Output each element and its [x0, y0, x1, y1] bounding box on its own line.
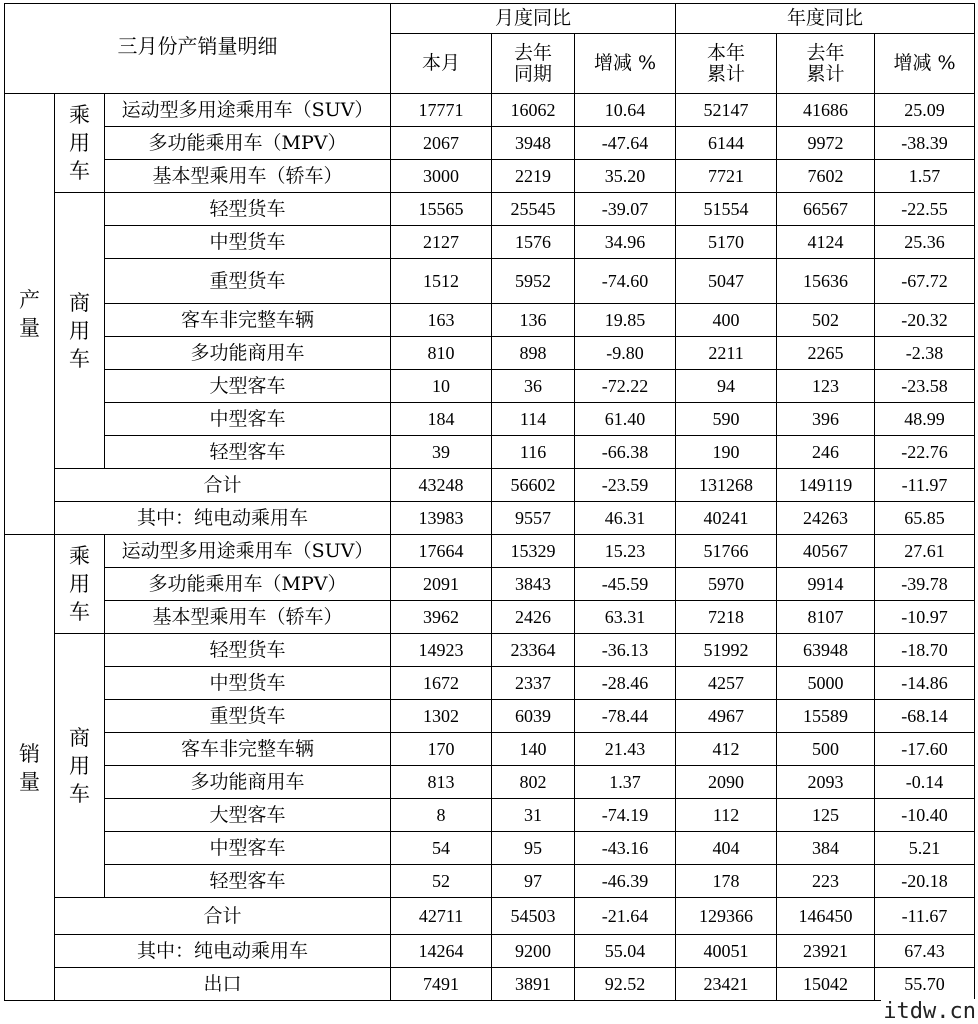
value-cell: 2127 [391, 226, 492, 259]
value-cell: 9200 [492, 935, 575, 968]
value-cell: 25545 [492, 193, 575, 226]
value-cell: 400 [676, 304, 777, 337]
table-row [5, 865, 975, 898]
monthly-group-header: 月度同比 [391, 4, 676, 34]
value-cell: -47.64 [575, 127, 676, 160]
summary-row-label: 其中：纯电动乘用车 [55, 502, 391, 535]
value-cell: 6039 [492, 700, 575, 733]
row-label: 基本型乘用车（轿车） [105, 160, 391, 193]
value-cell: 125 [777, 799, 875, 832]
summary-row [5, 898, 975, 935]
value-cell: 7721 [676, 160, 777, 193]
value-cell: -10.40 [875, 799, 975, 832]
value-cell: 56602 [492, 469, 575, 502]
value-cell: -14.86 [875, 667, 975, 700]
value-cell: 14264 [391, 935, 492, 968]
value-cell: -36.13 [575, 634, 676, 667]
value-cell: -39.07 [575, 193, 676, 226]
value-cell: 802 [492, 766, 575, 799]
row-label: 多功能乘用车（MPV） [105, 127, 391, 160]
value-cell: -46.39 [575, 865, 676, 898]
value-cell: 15636 [777, 259, 875, 304]
row-label: 客车非完整车辆 [105, 304, 391, 337]
row-label: 运动型多用途乘用车（SUV） [105, 94, 391, 127]
value-cell: 112 [676, 799, 777, 832]
table-row [5, 436, 975, 469]
value-cell: 190 [676, 436, 777, 469]
row-label: 中型客车 [105, 832, 391, 865]
value-cell: 246 [777, 436, 875, 469]
value-cell: 5000 [777, 667, 875, 700]
column-header: 本年 累计 [676, 34, 777, 94]
value-cell: 170 [391, 733, 492, 766]
row-label: 客车非完整车辆 [105, 733, 391, 766]
summary-row-label: 合计 [55, 898, 391, 935]
row-label: 大型客车 [105, 370, 391, 403]
value-cell: 55.04 [575, 935, 676, 968]
table-row [5, 799, 975, 832]
row-label: 多功能商用车 [105, 766, 391, 799]
value-cell: 10.64 [575, 94, 676, 127]
table-row [5, 568, 975, 601]
value-cell: 404 [676, 832, 777, 865]
table-row [5, 403, 975, 436]
row-label: 运动型多用途乘用车（SUV） [105, 535, 391, 568]
value-cell: 55.70 [875, 968, 975, 1001]
table-row [5, 535, 975, 568]
value-cell: -11.67 [875, 898, 975, 935]
value-cell: 51554 [676, 193, 777, 226]
table-row [5, 634, 975, 667]
value-cell: 23921 [777, 935, 875, 968]
row-label: 基本型乘用车（轿车） [105, 601, 391, 634]
value-cell: 2337 [492, 667, 575, 700]
table-row [5, 127, 975, 160]
value-cell: 2067 [391, 127, 492, 160]
row-label: 轻型客车 [105, 436, 391, 469]
value-cell: -23.58 [875, 370, 975, 403]
summary-row [5, 968, 975, 1001]
value-cell: 21.43 [575, 733, 676, 766]
value-cell: 1672 [391, 667, 492, 700]
value-cell: -10.97 [875, 601, 975, 634]
value-cell: 97 [492, 865, 575, 898]
value-cell: -18.70 [875, 634, 975, 667]
value-cell: 1.37 [575, 766, 676, 799]
value-cell: 3843 [492, 568, 575, 601]
value-cell: 36 [492, 370, 575, 403]
value-cell: 40567 [777, 535, 875, 568]
value-cell: -21.64 [575, 898, 676, 935]
value-cell: 149119 [777, 469, 875, 502]
value-cell: 2091 [391, 568, 492, 601]
value-cell: 4967 [676, 700, 777, 733]
commercial-vehicle-group-label: 商 用 车 [55, 193, 105, 469]
value-cell: 1512 [391, 259, 492, 304]
production-section-label: 产 量 [5, 94, 55, 535]
value-cell: 63948 [777, 634, 875, 667]
value-cell: 5047 [676, 259, 777, 304]
value-cell: 136 [492, 304, 575, 337]
row-label: 轻型货车 [105, 634, 391, 667]
value-cell: 412 [676, 733, 777, 766]
summary-row-label: 出口 [55, 968, 391, 1001]
value-cell: 13983 [391, 502, 492, 535]
value-cell: -20.18 [875, 865, 975, 898]
row-label: 中型货车 [105, 667, 391, 700]
value-cell: -38.39 [875, 127, 975, 160]
value-cell: 23421 [676, 968, 777, 1001]
value-cell: -39.78 [875, 568, 975, 601]
table-body [5, 4, 975, 1001]
value-cell: -20.32 [875, 304, 975, 337]
table-row [5, 304, 975, 337]
summary-row [5, 935, 975, 968]
value-cell: 2265 [777, 337, 875, 370]
value-cell: 146450 [777, 898, 875, 935]
value-cell: 129366 [676, 898, 777, 935]
value-cell: -43.16 [575, 832, 676, 865]
table-row [5, 193, 975, 226]
row-label: 多功能商用车 [105, 337, 391, 370]
table-row [5, 601, 975, 634]
value-cell: 95 [492, 832, 575, 865]
value-cell: 10 [391, 370, 492, 403]
table-row [5, 160, 975, 193]
value-cell: -78.44 [575, 700, 676, 733]
production-sales-table [4, 3, 975, 1001]
value-cell: 898 [492, 337, 575, 370]
value-cell: 52147 [676, 94, 777, 127]
table-row [5, 832, 975, 865]
value-cell: 2090 [676, 766, 777, 799]
value-cell: 114 [492, 403, 575, 436]
table-row [5, 733, 975, 766]
row-label: 大型客车 [105, 799, 391, 832]
value-cell: 92.52 [575, 968, 676, 1001]
value-cell: 65.85 [875, 502, 975, 535]
table-row [5, 337, 975, 370]
value-cell: 7218 [676, 601, 777, 634]
value-cell: 140 [492, 733, 575, 766]
value-cell: -17.60 [875, 733, 975, 766]
value-cell: 178 [676, 865, 777, 898]
value-cell: -23.59 [575, 469, 676, 502]
value-cell: 51766 [676, 535, 777, 568]
value-cell: -45.59 [575, 568, 676, 601]
summary-row-label: 合计 [55, 469, 391, 502]
value-cell: 1576 [492, 226, 575, 259]
value-cell: 48.99 [875, 403, 975, 436]
column-header: 本月 [391, 34, 492, 94]
value-cell: 9972 [777, 127, 875, 160]
value-cell: 27.61 [875, 535, 975, 568]
value-cell: -22.55 [875, 193, 975, 226]
commercial-vehicle-group-label: 商 用 车 [55, 634, 105, 898]
table-row [5, 766, 975, 799]
value-cell: 17664 [391, 535, 492, 568]
value-cell: 7491 [391, 968, 492, 1001]
value-cell: 51992 [676, 634, 777, 667]
value-cell: 3000 [391, 160, 492, 193]
value-cell: 7602 [777, 160, 875, 193]
value-cell: -22.76 [875, 436, 975, 469]
value-cell: 31 [492, 799, 575, 832]
header-row [5, 4, 975, 34]
value-cell: 25.09 [875, 94, 975, 127]
table-row [5, 94, 975, 127]
row-label: 中型货车 [105, 226, 391, 259]
value-cell: 40051 [676, 935, 777, 968]
value-cell: 66567 [777, 193, 875, 226]
value-cell: -2.38 [875, 337, 975, 370]
value-cell: 43248 [391, 469, 492, 502]
value-cell: 3948 [492, 127, 575, 160]
value-cell: 42711 [391, 898, 492, 935]
table-row [5, 226, 975, 259]
value-cell: 67.43 [875, 935, 975, 968]
watermark: itdw.cn [883, 999, 976, 1024]
value-cell: 52 [391, 865, 492, 898]
table-title: 三月份产销量明细 [5, 4, 391, 94]
value-cell: 15.23 [575, 535, 676, 568]
value-cell: -74.19 [575, 799, 676, 832]
value-cell: 40241 [676, 502, 777, 535]
value-cell: 131268 [676, 469, 777, 502]
value-cell: 8107 [777, 601, 875, 634]
table-row [5, 370, 975, 403]
value-cell: 6144 [676, 127, 777, 160]
value-cell: 14923 [391, 634, 492, 667]
value-cell: 54503 [492, 898, 575, 935]
value-cell: 502 [777, 304, 875, 337]
value-cell: -28.46 [575, 667, 676, 700]
row-label: 中型客车 [105, 403, 391, 436]
column-header: 去年 同期 [492, 34, 575, 94]
value-cell: 2426 [492, 601, 575, 634]
value-cell: 15329 [492, 535, 575, 568]
value-cell: 25.36 [875, 226, 975, 259]
value-cell: -74.60 [575, 259, 676, 304]
value-cell: 2093 [777, 766, 875, 799]
value-cell: 41686 [777, 94, 875, 127]
value-cell: 4257 [676, 667, 777, 700]
value-cell: 54 [391, 832, 492, 865]
value-cell: 5970 [676, 568, 777, 601]
value-cell: 163 [391, 304, 492, 337]
value-cell: 184 [391, 403, 492, 436]
row-label: 轻型货车 [105, 193, 391, 226]
value-cell: -72.22 [575, 370, 676, 403]
value-cell: 8 [391, 799, 492, 832]
value-cell: 17771 [391, 94, 492, 127]
value-cell: 813 [391, 766, 492, 799]
value-cell: 5952 [492, 259, 575, 304]
value-cell: 1.57 [875, 160, 975, 193]
summary-row [5, 469, 975, 502]
value-cell: 24263 [777, 502, 875, 535]
value-cell: -11.97 [875, 469, 975, 502]
value-cell: 116 [492, 436, 575, 469]
yearly-group-header: 年度同比 [676, 4, 975, 34]
column-header: 增减 % [575, 34, 676, 94]
value-cell: 63.31 [575, 601, 676, 634]
value-cell: 1302 [391, 700, 492, 733]
table-row [5, 667, 975, 700]
value-cell: 23364 [492, 634, 575, 667]
value-cell: 3891 [492, 968, 575, 1001]
value-cell: 5170 [676, 226, 777, 259]
value-cell: 223 [777, 865, 875, 898]
value-cell: 15589 [777, 700, 875, 733]
passenger-car-group-label: 乘 用 车 [55, 94, 105, 193]
value-cell: 19.85 [575, 304, 676, 337]
value-cell: 396 [777, 403, 875, 436]
summary-row-label: 其中：纯电动乘用车 [55, 935, 391, 968]
value-cell: -68.14 [875, 700, 975, 733]
value-cell: 35.20 [575, 160, 676, 193]
value-cell: -66.38 [575, 436, 676, 469]
value-cell: 39 [391, 436, 492, 469]
column-header: 增减 % [875, 34, 975, 94]
row-label: 重型货车 [105, 700, 391, 733]
value-cell: 16062 [492, 94, 575, 127]
summary-row [5, 502, 975, 535]
value-cell: 15042 [777, 968, 875, 1001]
value-cell: 94 [676, 370, 777, 403]
value-cell: 34.96 [575, 226, 676, 259]
value-cell: -0.14 [875, 766, 975, 799]
row-label: 轻型客车 [105, 865, 391, 898]
value-cell: 9557 [492, 502, 575, 535]
value-cell: 46.31 [575, 502, 676, 535]
row-label: 重型货车 [105, 259, 391, 304]
value-cell: 384 [777, 832, 875, 865]
value-cell: 590 [676, 403, 777, 436]
value-cell: 15565 [391, 193, 492, 226]
value-cell: 3962 [391, 601, 492, 634]
value-cell: 810 [391, 337, 492, 370]
passenger-car-group-label: 乘 用 车 [55, 535, 105, 634]
value-cell: 9914 [777, 568, 875, 601]
value-cell: -9.80 [575, 337, 676, 370]
value-cell: -67.72 [875, 259, 975, 304]
value-cell: 5.21 [875, 832, 975, 865]
table-row [5, 700, 975, 733]
sales-section-label: 销 量 [5, 535, 55, 1001]
column-header: 去年 累计 [777, 34, 875, 94]
value-cell: 4124 [777, 226, 875, 259]
value-cell: 2211 [676, 337, 777, 370]
value-cell: 2219 [492, 160, 575, 193]
table-row [5, 259, 975, 304]
row-label: 多功能乘用车（MPV） [105, 568, 391, 601]
value-cell: 500 [777, 733, 875, 766]
value-cell: 123 [777, 370, 875, 403]
value-cell: 61.40 [575, 403, 676, 436]
